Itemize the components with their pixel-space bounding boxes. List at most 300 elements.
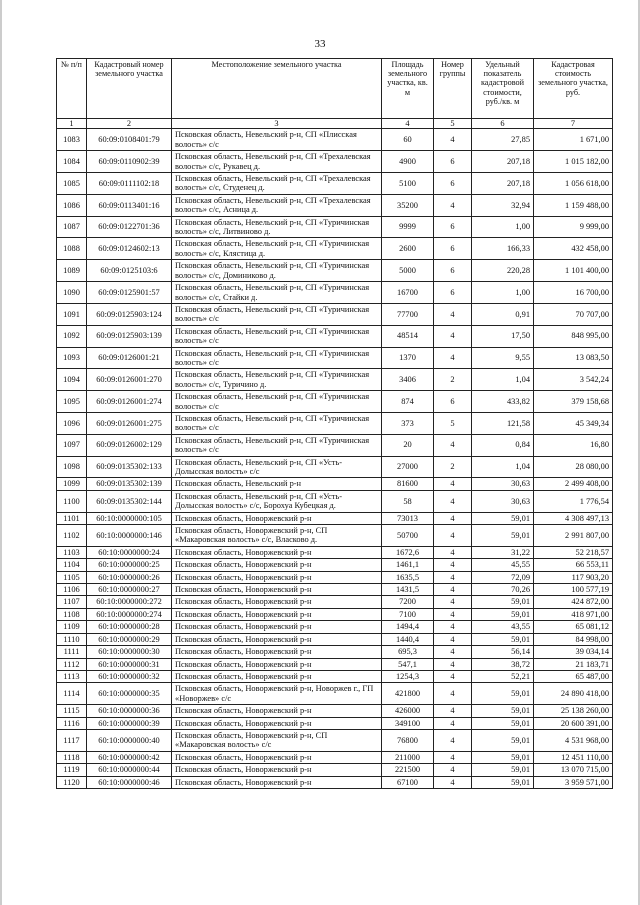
specific-value: 72,09 xyxy=(472,571,534,583)
row-index: 1101 xyxy=(57,512,87,524)
group-number: 4 xyxy=(434,490,472,512)
row-index: 1087 xyxy=(57,216,87,238)
area: 20 xyxy=(382,434,434,456)
specific-value: 59,01 xyxy=(472,764,534,776)
group-number: 4 xyxy=(434,303,472,325)
area: 874 xyxy=(382,391,434,413)
cadastral-value: 66 553,11 xyxy=(534,559,613,571)
row-index: 1115 xyxy=(57,705,87,717)
cadastral-value: 16 700,00 xyxy=(534,282,613,304)
location: Псковская область, Новоржевский р-н xyxy=(172,705,382,717)
group-number: 4 xyxy=(434,596,472,608)
header-specific-value: Удельный показатель кадастровой стоимости, руб./кв. м xyxy=(472,59,534,119)
row-index: 1116 xyxy=(57,717,87,729)
group-number: 6 xyxy=(434,173,472,195)
specific-value: 31,22 xyxy=(472,546,534,558)
specific-value: 56,14 xyxy=(472,646,534,658)
cadastral-number: 60:09:0126001:270 xyxy=(87,369,172,391)
header-cadastral-value: Кадастровая стоимость земельного участка, руб. xyxy=(534,59,613,119)
specific-value: 121,58 xyxy=(472,412,534,434)
cadastral-number: 60:10:0000000:28 xyxy=(87,621,172,633)
cadastral-value: 1 159 488,00 xyxy=(534,194,613,216)
location: Псковская область, Новоржевский р-н, СП «Макаровская волость» с/с, Власково д. xyxy=(172,525,382,547)
area: 50700 xyxy=(382,525,434,547)
location: Псковская область, Невельский р-н, СП «Усть-Долысская волость» с/с xyxy=(172,456,382,478)
row-index: 1083 xyxy=(57,129,87,151)
area: 211000 xyxy=(382,751,434,763)
group-number: 6 xyxy=(434,216,472,238)
cadastral-number: 60:09:0126001:21 xyxy=(87,347,172,369)
area: 73013 xyxy=(382,512,434,524)
area: 1461,1 xyxy=(382,559,434,571)
specific-value: 9,55 xyxy=(472,347,534,369)
row-index: 1105 xyxy=(57,571,87,583)
cadastral-value: 424 872,00 xyxy=(534,596,613,608)
location: Псковская область, Новоржевский р-н xyxy=(172,764,382,776)
cadastral-value: 65 487,00 xyxy=(534,670,613,682)
location: Псковская область, Невельский р-н, СП «Плисская волость» с/с xyxy=(172,129,382,151)
group-number: 4 xyxy=(434,717,472,729)
location: Псковская область, Новоржевский р-н xyxy=(172,717,382,729)
table-row xyxy=(57,764,613,776)
area: 695,3 xyxy=(382,646,434,658)
cadastral-number: 60:10:0000000:31 xyxy=(87,658,172,670)
table-row xyxy=(57,151,613,173)
cadastral-value: 65 081,12 xyxy=(534,621,613,633)
cadastral-value: 25 138 260,00 xyxy=(534,705,613,717)
area: 421800 xyxy=(382,683,434,705)
header-area: Площадь земельного участка, кв. м xyxy=(382,59,434,119)
group-number: 4 xyxy=(434,670,472,682)
specific-value: 17,50 xyxy=(472,325,534,347)
table-row xyxy=(57,456,613,478)
cadastral-number: 60:09:0125103:6 xyxy=(87,260,172,282)
table-row xyxy=(57,658,613,670)
specific-value: 59,01 xyxy=(472,751,534,763)
cadastral-number: 60:09:0113401:16 xyxy=(87,194,172,216)
cadastral-value: 117 903,20 xyxy=(534,571,613,583)
page-number: 33 xyxy=(314,38,326,50)
area: 1254,3 xyxy=(382,670,434,682)
cadastral-number: 60:09:0125903:139 xyxy=(87,325,172,347)
column-number: 3 xyxy=(172,119,382,129)
group-number: 4 xyxy=(434,729,472,751)
location: Псковская область, Новоржевский р-н xyxy=(172,559,382,571)
header-group: Номер группы xyxy=(434,59,472,119)
row-index: 1103 xyxy=(57,546,87,558)
row-index: 1119 xyxy=(57,764,87,776)
cadastral-value: 9 999,00 xyxy=(534,216,613,238)
table-row xyxy=(57,512,613,524)
header-cadastral-number: Кадастровый номер земельного участка xyxy=(87,59,172,119)
specific-value: 207,18 xyxy=(472,151,534,173)
row-index: 1085 xyxy=(57,173,87,195)
column-number: 6 xyxy=(472,119,534,129)
specific-value: 38,72 xyxy=(472,658,534,670)
specific-value: 43,55 xyxy=(472,621,534,633)
table-row xyxy=(57,633,613,645)
area: 1494,4 xyxy=(382,621,434,633)
table-row xyxy=(57,683,613,705)
specific-value: 1,04 xyxy=(472,369,534,391)
cadastral-number: 60:09:0126001:274 xyxy=(87,391,172,413)
group-number: 4 xyxy=(434,646,472,658)
cadastral-number: 60:10:0000000:25 xyxy=(87,559,172,571)
group-number: 4 xyxy=(434,764,472,776)
cadastral-number: 60:09:0135302:139 xyxy=(87,478,172,490)
specific-value: 1,00 xyxy=(472,282,534,304)
table-row xyxy=(57,729,613,751)
location: Псковская область, Новоржевский р-н xyxy=(172,658,382,670)
cadastral-value: 848 995,00 xyxy=(534,325,613,347)
group-number: 4 xyxy=(434,658,472,670)
area: 16700 xyxy=(382,282,434,304)
area: 1431,5 xyxy=(382,584,434,596)
area: 1635,5 xyxy=(382,571,434,583)
location: Псковская область, Невельский р-н, СП «Туричинская волость» с/с, Литвиново д. xyxy=(172,216,382,238)
table-row xyxy=(57,194,613,216)
table-row xyxy=(57,347,613,369)
location: Псковская область, Новоржевский р-н xyxy=(172,608,382,620)
group-number: 4 xyxy=(434,608,472,620)
cadastral-value: 13 070 715,00 xyxy=(534,764,613,776)
area: 35200 xyxy=(382,194,434,216)
cadastral-number: 60:09:0111102:18 xyxy=(87,173,172,195)
cadastral-number: 60:09:0122701:36 xyxy=(87,216,172,238)
table-row xyxy=(57,596,613,608)
cadastral-number: 60:10:0000000:32 xyxy=(87,670,172,682)
row-index: 1118 xyxy=(57,751,87,763)
location: Псковская область, Новоржевский р-н xyxy=(172,571,382,583)
table-row xyxy=(57,282,613,304)
group-number: 6 xyxy=(434,260,472,282)
group-number: 6 xyxy=(434,391,472,413)
table-row xyxy=(57,608,613,620)
area: 373 xyxy=(382,412,434,434)
table-row xyxy=(57,369,613,391)
table-row xyxy=(57,705,613,717)
specific-value: 207,18 xyxy=(472,173,534,195)
cadastral-number: 60:09:0126002:129 xyxy=(87,434,172,456)
location: Псковская область, Невельский р-н, СП «Туричинская волость» с/с xyxy=(172,412,382,434)
area: 9999 xyxy=(382,216,434,238)
location: Псковская область, Новоржевский р-н xyxy=(172,546,382,558)
row-index: 1088 xyxy=(57,238,87,260)
location: Псковская область, Новоржевский р-н xyxy=(172,751,382,763)
location: Псковская область, Невельский р-н, СП «Туричинская волость» с/с, Туричино д. xyxy=(172,369,382,391)
location: Псковская область, Новоржевский р-н xyxy=(172,584,382,596)
specific-value: 59,01 xyxy=(472,705,534,717)
specific-value: 59,01 xyxy=(472,525,534,547)
table-row xyxy=(57,490,613,512)
table-row xyxy=(57,260,613,282)
group-number: 4 xyxy=(434,584,472,596)
table-row xyxy=(57,646,613,658)
location: Псковская область, Невельский р-н, СП «Туричинская волость» с/с xyxy=(172,347,382,369)
row-index: 1109 xyxy=(57,621,87,633)
row-index: 1104 xyxy=(57,559,87,571)
cadastral-value: 2 991 807,00 xyxy=(534,525,613,547)
cadastral-number: 60:10:0000000:44 xyxy=(87,764,172,776)
location: Псковская область, Невельский р-н xyxy=(172,478,382,490)
cadastral-value: 52 218,57 xyxy=(534,546,613,558)
specific-value: 59,01 xyxy=(472,608,534,620)
table-body xyxy=(57,129,613,789)
cadastral-number: 60:09:0125903:124 xyxy=(87,303,172,325)
location: Псковская область, Новоржевский р-н xyxy=(172,621,382,633)
row-index: 1113 xyxy=(57,670,87,682)
area: 1440,4 xyxy=(382,633,434,645)
cadastral-number: 60:09:0108401:79 xyxy=(87,129,172,151)
specific-value: 30,63 xyxy=(472,490,534,512)
cadastral-number: 60:10:0000000:105 xyxy=(87,512,172,524)
cadastral-value: 4 531 968,00 xyxy=(534,729,613,751)
cadastral-value: 100 577,19 xyxy=(534,584,613,596)
area: 3406 xyxy=(382,369,434,391)
group-number: 4 xyxy=(434,571,472,583)
specific-value: 0,91 xyxy=(472,303,534,325)
cadastral-value: 39 034,14 xyxy=(534,646,613,658)
row-index: 1084 xyxy=(57,151,87,173)
location: Псковская область, Невельский р-н, СП «Туричинская волость» с/с xyxy=(172,391,382,413)
row-index: 1107 xyxy=(57,596,87,608)
group-number: 4 xyxy=(434,621,472,633)
row-index: 1111 xyxy=(57,646,87,658)
row-index: 1089 xyxy=(57,260,87,282)
cadastral-value: 4 308 497,13 xyxy=(534,512,613,524)
cadastral-value: 432 458,00 xyxy=(534,238,613,260)
specific-value: 1,00 xyxy=(472,216,534,238)
specific-value: 59,01 xyxy=(472,729,534,751)
cadastral-number: 60:10:0000000:27 xyxy=(87,584,172,596)
column-number: 2 xyxy=(87,119,172,129)
cadastral-value: 21 183,71 xyxy=(534,658,613,670)
table-row xyxy=(57,717,613,729)
cadastral-value: 28 080,00 xyxy=(534,456,613,478)
row-index: 1097 xyxy=(57,434,87,456)
row-index: 1086 xyxy=(57,194,87,216)
table-row xyxy=(57,751,613,763)
area: 60 xyxy=(382,129,434,151)
table-row xyxy=(57,546,613,558)
land-cadastral-table xyxy=(56,58,613,789)
area: 81600 xyxy=(382,478,434,490)
cadastral-value: 1 776,54 xyxy=(534,490,613,512)
group-number: 4 xyxy=(434,751,472,763)
group-number: 2 xyxy=(434,456,472,478)
location: Псковская область, Невельский р-н, СП «Туричинская волость» с/с xyxy=(172,325,382,347)
table-row xyxy=(57,391,613,413)
location: Псковская область, Невельский р-н, СП «Туричинская волость» с/с xyxy=(172,303,382,325)
area: 5000 xyxy=(382,260,434,282)
group-number: 4 xyxy=(434,546,472,558)
group-number: 4 xyxy=(434,525,472,547)
cadastral-number: 60:10:0000000:42 xyxy=(87,751,172,763)
location: Псковская область, Невельский р-н, СП «Усть-Долысская волость» с/с, Борохуа Кубецкая д. xyxy=(172,490,382,512)
cadastral-value: 379 158,68 xyxy=(534,391,613,413)
row-index: 1112 xyxy=(57,658,87,670)
table-row xyxy=(57,559,613,571)
cadastral-value: 84 998,00 xyxy=(534,633,613,645)
table-row xyxy=(57,434,613,456)
group-number: 4 xyxy=(434,633,472,645)
cadastral-number: 60:10:0000000:24 xyxy=(87,546,172,558)
cadastral-number: 60:09:0126001:275 xyxy=(87,412,172,434)
specific-value: 30,63 xyxy=(472,478,534,490)
specific-value: 59,01 xyxy=(472,776,534,788)
table-row xyxy=(57,571,613,583)
specific-value: 27,85 xyxy=(472,129,534,151)
specific-value: 0,84 xyxy=(472,434,534,456)
group-number: 4 xyxy=(434,683,472,705)
area: 27000 xyxy=(382,456,434,478)
row-index: 1114 xyxy=(57,683,87,705)
cadastral-number: 60:09:0125901:57 xyxy=(87,282,172,304)
row-index: 1091 xyxy=(57,303,87,325)
cadastral-number: 60:10:0000000:30 xyxy=(87,646,172,658)
row-index: 1099 xyxy=(57,478,87,490)
cadastral-number: 60:10:0000000:36 xyxy=(87,705,172,717)
cadastral-value: 2 499 408,00 xyxy=(534,478,613,490)
row-index: 1098 xyxy=(57,456,87,478)
specific-value: 59,01 xyxy=(472,683,534,705)
area: 4900 xyxy=(382,151,434,173)
group-number: 2 xyxy=(434,369,472,391)
specific-value: 59,01 xyxy=(472,596,534,608)
location: Псковская область, Новоржевский р-н xyxy=(172,633,382,645)
table-row xyxy=(57,412,613,434)
specific-value: 59,01 xyxy=(472,512,534,524)
area: 221500 xyxy=(382,764,434,776)
area: 58 xyxy=(382,490,434,512)
location: Псковская область, Невельский р-н, СП «Туричинская волость» с/с, Клястица д. xyxy=(172,238,382,260)
row-index: 1095 xyxy=(57,391,87,413)
cadastral-number: 60:10:0000000:46 xyxy=(87,776,172,788)
table-header-row xyxy=(57,59,613,119)
location: Псковская область, Новоржевский р-н xyxy=(172,670,382,682)
location: Псковская область, Новоржевский р-н xyxy=(172,776,382,788)
group-number: 5 xyxy=(434,412,472,434)
column-number: 4 xyxy=(382,119,434,129)
group-number: 4 xyxy=(434,129,472,151)
location: Псковская область, Невельский р-н, СП «Туричинская волость» с/с xyxy=(172,434,382,456)
table-row xyxy=(57,525,613,547)
row-index: 1090 xyxy=(57,282,87,304)
group-number: 4 xyxy=(434,705,472,717)
cadastral-value: 1 056 618,00 xyxy=(534,173,613,195)
area: 5100 xyxy=(382,173,434,195)
location: Псковская область, Невельский р-н, СП «Трехалевская волость» с/с, Рукавец д. xyxy=(172,151,382,173)
cadastral-number: 60:09:0135302:144 xyxy=(87,490,172,512)
area: 76800 xyxy=(382,729,434,751)
cadastral-value: 1 015 182,00 xyxy=(534,151,613,173)
specific-value: 220,28 xyxy=(472,260,534,282)
row-index: 1093 xyxy=(57,347,87,369)
group-number: 4 xyxy=(434,478,472,490)
specific-value: 32,94 xyxy=(472,194,534,216)
location: Псковская область, Невельский р-н, СП «Трехалевская волость» с/с, Асница д. xyxy=(172,194,382,216)
group-number: 4 xyxy=(434,194,472,216)
cadastral-value: 45 349,34 xyxy=(534,412,613,434)
table-row xyxy=(57,325,613,347)
cadastral-value: 13 083,50 xyxy=(534,347,613,369)
table-row xyxy=(57,670,613,682)
table-row xyxy=(57,776,613,788)
row-index: 1102 xyxy=(57,525,87,547)
group-number: 4 xyxy=(434,776,472,788)
specific-value: 1,04 xyxy=(472,456,534,478)
cadastral-number: 60:10:0000000:40 xyxy=(87,729,172,751)
cadastral-number: 60:10:0000000:26 xyxy=(87,571,172,583)
group-number: 4 xyxy=(434,559,472,571)
area: 426000 xyxy=(382,705,434,717)
specific-value: 52,21 xyxy=(472,670,534,682)
row-index: 1108 xyxy=(57,608,87,620)
row-index: 1106 xyxy=(57,584,87,596)
area: 1370 xyxy=(382,347,434,369)
cadastral-number: 60:09:0135302:133 xyxy=(87,456,172,478)
header-index: № п/п xyxy=(57,59,87,119)
table-row xyxy=(57,478,613,490)
cadastral-value: 3 542,24 xyxy=(534,369,613,391)
location: Псковская область, Невельский р-н, СП «Туричинская волость» с/с, Доминиково д. xyxy=(172,260,382,282)
specific-value: 433,82 xyxy=(472,391,534,413)
cadastral-value: 1 671,00 xyxy=(534,129,613,151)
table-row xyxy=(57,621,613,633)
cadastral-value: 3 959 571,00 xyxy=(534,776,613,788)
group-number: 4 xyxy=(434,512,472,524)
cadastral-value: 70 707,00 xyxy=(534,303,613,325)
cadastral-number: 60:10:0000000:39 xyxy=(87,717,172,729)
cadastral-number: 60:10:0000000:272 xyxy=(87,596,172,608)
area: 77700 xyxy=(382,303,434,325)
table-row xyxy=(57,216,613,238)
column-number: 7 xyxy=(534,119,613,129)
row-index: 1096 xyxy=(57,412,87,434)
cadastral-number: 60:10:0000000:29 xyxy=(87,633,172,645)
table-row xyxy=(57,584,613,596)
header-location: Местоположение земельного участка xyxy=(172,59,382,119)
area: 349100 xyxy=(382,717,434,729)
cadastral-value: 24 890 418,00 xyxy=(534,683,613,705)
location: Псковская область, Новоржевский р-н xyxy=(172,512,382,524)
cadastral-value: 12 451 110,00 xyxy=(534,751,613,763)
location: Псковская область, Новоржевский р-н xyxy=(172,596,382,608)
location: Псковская область, Невельский р-н, СП «Туричинская волость» с/с, Стайки д. xyxy=(172,282,382,304)
specific-value: 59,01 xyxy=(472,633,534,645)
group-number: 4 xyxy=(434,325,472,347)
group-number: 6 xyxy=(434,151,472,173)
row-index: 1094 xyxy=(57,369,87,391)
scan-edge-left xyxy=(0,0,2,905)
table-row xyxy=(57,129,613,151)
area: 7200 xyxy=(382,596,434,608)
group-number: 4 xyxy=(434,434,472,456)
location: Псковская область, Новоржевский р-н, Новоржев г., ГП «Новоржев» с/с xyxy=(172,683,382,705)
group-number: 6 xyxy=(434,282,472,304)
location: Псковская область, Новоржевский р-н, СП «Макаровская волость» с/с xyxy=(172,729,382,751)
cadastral-value: 418 971,00 xyxy=(534,608,613,620)
location: Псковская область, Новоржевский р-н xyxy=(172,646,382,658)
row-index: 1120 xyxy=(57,776,87,788)
specific-value: 45,55 xyxy=(472,559,534,571)
specific-value: 166,33 xyxy=(472,238,534,260)
cadastral-value: 20 600 391,00 xyxy=(534,717,613,729)
table-row xyxy=(57,173,613,195)
area: 48514 xyxy=(382,325,434,347)
cadastral-number: 60:09:0124602:13 xyxy=(87,238,172,260)
column-number: 5 xyxy=(434,119,472,129)
